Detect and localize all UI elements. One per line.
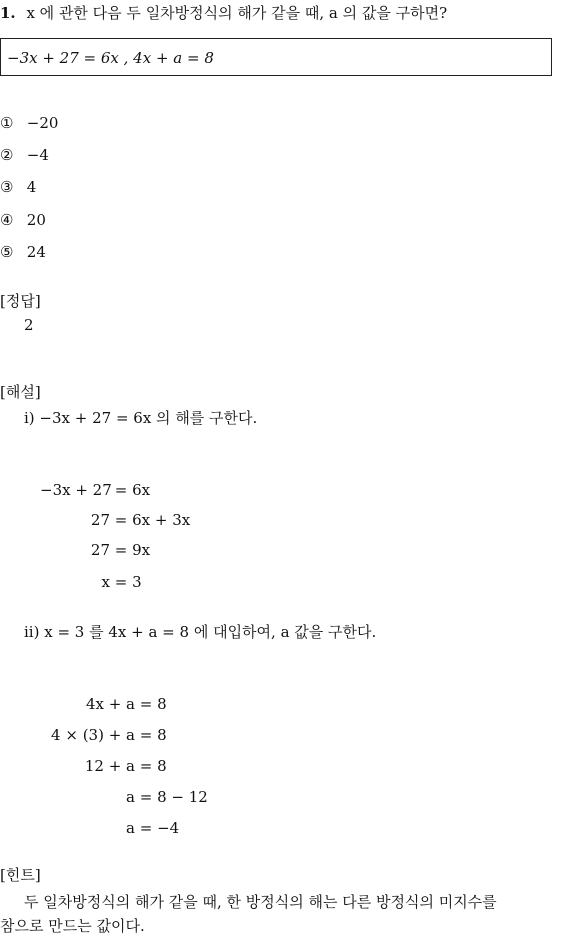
equation-rhs: = 6x	[114, 481, 151, 499]
equation-box-text: −3x + 27 = 6x , 4x + a = 8	[7, 49, 214, 67]
choice-value: −20	[26, 114, 59, 132]
choice-mark: ④	[0, 211, 14, 229]
question-number: 1.	[0, 4, 16, 22]
equation-line	[40, 726, 167, 744]
equation-lhs: 4x + a	[85, 695, 135, 713]
choice-5[interactable]	[0, 243, 46, 261]
equation-rhs: = 6x + 3x	[114, 511, 191, 529]
equation-lhs: a	[126, 788, 135, 806]
choice-mark: ②	[0, 146, 14, 164]
choice-2[interactable]	[0, 146, 49, 164]
solution-step-2: ii) x = 3 를 4x + a = 8 에 대입하여, a 값을 구한다.	[24, 623, 377, 641]
choice-mark: ①	[0, 114, 14, 132]
equation-rhs: = 8	[139, 757, 167, 775]
choice-4[interactable]	[0, 211, 46, 229]
question-header	[0, 2, 447, 23]
question-text: x 에 관한 다음 두 일차방정식의 해가 같을 때, a 의 값을 구하면?	[26, 4, 448, 22]
choice-3[interactable]	[0, 178, 36, 196]
equation-line	[40, 511, 190, 529]
hint-label: [힌트]	[0, 866, 41, 884]
equation-lhs: 27	[90, 511, 110, 529]
equation-lhs: x	[101, 573, 110, 591]
equation-rhs: = 3	[114, 573, 142, 591]
solution-label: [해설]	[0, 383, 41, 401]
answer-value: 2	[24, 316, 34, 334]
choice-value: 20	[26, 211, 46, 229]
equation-lhs: 4 × (3) + a	[51, 726, 135, 744]
choice-1[interactable]	[0, 114, 58, 132]
equation-rhs: = 9x	[114, 541, 151, 559]
answer-label: [정답]	[0, 292, 41, 310]
equation-rhs: = 8 − 12	[139, 788, 208, 806]
equation-line	[40, 573, 142, 591]
equation-line	[40, 481, 150, 499]
choice-value: 4	[26, 178, 37, 196]
equation-line	[40, 757, 167, 775]
equation-rhs: = 8	[139, 726, 167, 744]
equation-line	[40, 695, 167, 713]
equation-rhs: = 8	[139, 695, 167, 713]
equation-line	[40, 819, 179, 837]
choice-value: −4	[26, 146, 49, 164]
hint-line-2: 참으로 만드는 값이다.	[0, 917, 145, 935]
solution-step-1: i) −3x + 27 = 6x 의 해를 구한다.	[24, 409, 258, 427]
equation-line	[40, 788, 208, 806]
equation-lhs: 27	[90, 541, 110, 559]
equation-lhs: a	[126, 819, 135, 837]
hint-line-1: 두 일차방정식의 해가 같을 때, 한 방정식의 해는 다른 방정식의 미지수를	[24, 893, 497, 911]
choice-value: 24	[26, 243, 46, 261]
choice-mark: ⑤	[0, 243, 14, 261]
equation-line	[40, 541, 150, 559]
choice-mark: ③	[0, 178, 14, 196]
equation-lhs: 12 + a	[84, 757, 135, 775]
equation-rhs: = −4	[139, 819, 180, 837]
equation-lhs: −3x + 27	[40, 481, 112, 499]
equation-box	[0, 38, 552, 76]
